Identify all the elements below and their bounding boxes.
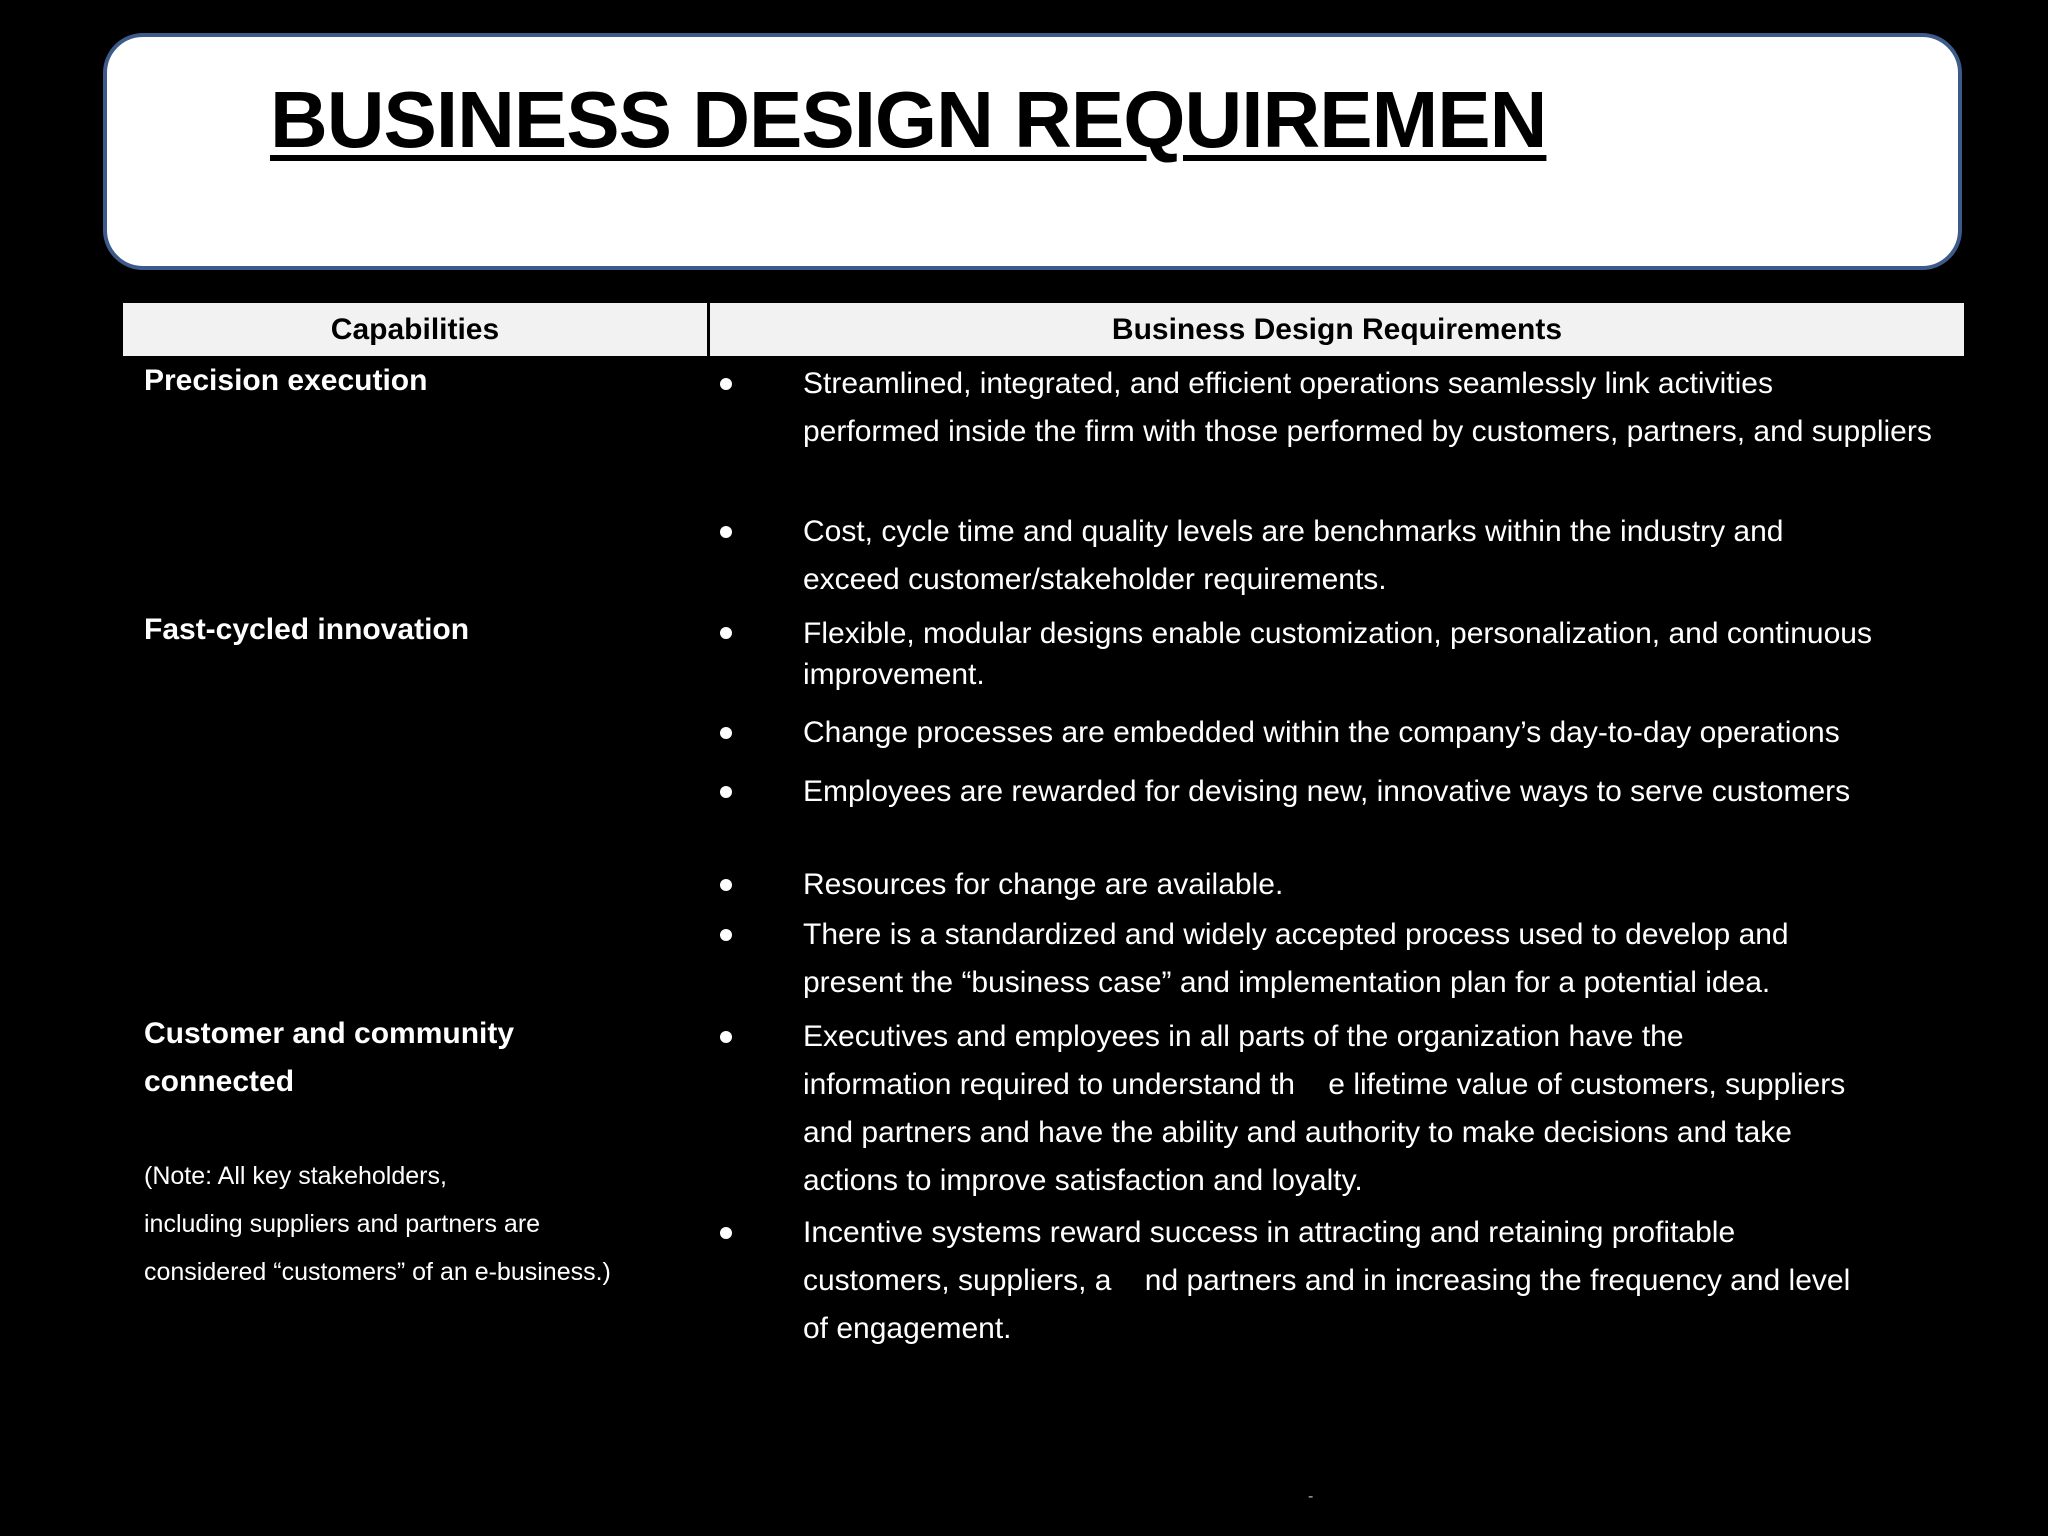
requirement-line: Executives and employees in all parts of the organization have the bbox=[803, 1020, 1684, 1053]
capability-customer-line2: connected bbox=[144, 1065, 295, 1098]
header-requirements: Business Design Requirements bbox=[1111, 313, 1563, 346]
bullet-icon bbox=[720, 786, 732, 798]
note-line3: considered “customers” of an e-business.) bbox=[144, 1258, 611, 1286]
requirement-line: Streamlined, integrated, and efficient operations seamlessly link activities bbox=[803, 367, 1773, 400]
bullet-icon bbox=[720, 929, 732, 941]
bullet-icon bbox=[720, 378, 732, 390]
bullet-icon bbox=[720, 1031, 732, 1043]
bullet-icon bbox=[720, 526, 732, 538]
capability-customer-line1: Customer and community bbox=[144, 1017, 515, 1050]
requirement-line: exceed customer/stakeholder requirements. bbox=[803, 563, 1387, 596]
table-header bbox=[123, 303, 1964, 356]
capability-note bbox=[144, 1152, 611, 1296]
requirement-line: Change processes are embedded within the company’s day-to-day operations bbox=[803, 716, 1840, 749]
requirement-line: improvement. bbox=[803, 658, 985, 691]
requirement-line: and partners and have the ability and authority to make decisions and take bbox=[803, 1116, 1792, 1149]
requirement-line: performed inside the firm with those performed by customers, partners, and suppliers bbox=[803, 415, 1932, 448]
bullet-icon bbox=[720, 627, 732, 639]
requirement-line: Cost, cycle time and quality levels are benchmarks within the industry and bbox=[803, 515, 1784, 548]
requirement-line: Flexible, modular designs enable customization, personalization, and continuous bbox=[803, 617, 1872, 650]
requirement-line: information required to understand th e lifetime value of customers, suppliers bbox=[803, 1068, 1846, 1101]
slide-title: BUSINESS DESIGN REQUIREMEN bbox=[270, 75, 1547, 164]
requirement-line: There is a standardized and widely accepted process used to develop and bbox=[803, 918, 1789, 951]
header-capabilities: Capabilities bbox=[330, 313, 500, 346]
requirement-line: present the “business case” and implementation plan for a potential idea. bbox=[803, 966, 1771, 999]
requirement-line: Employees are rewarded for devising new, innovative ways to serve customers bbox=[803, 775, 1851, 808]
requirement-line: of engagement. bbox=[803, 1312, 1012, 1345]
note-line2: including suppliers and partners are bbox=[144, 1210, 541, 1238]
bullet-icon bbox=[720, 1227, 732, 1239]
requirement-line: Resources for change are available. bbox=[803, 868, 1284, 901]
requirement-line: actions to improve satisfaction and loyalty. bbox=[803, 1164, 1363, 1197]
requirement-line: customers, suppliers, a nd partners and in increasing the frequency and level bbox=[803, 1264, 1851, 1297]
capability-customer-community bbox=[144, 1010, 514, 1106]
bullet-icon bbox=[720, 879, 732, 891]
note-line1: (Note: All key stakeholders, bbox=[144, 1162, 447, 1190]
capability-fast-cycled-innovation: Fast-cycled innovation bbox=[144, 613, 470, 646]
requirement-line: Incentive systems reward success in attracting and retaining profitable bbox=[803, 1216, 1736, 1249]
footer-mark: - bbox=[1308, 1488, 1314, 1505]
bullet-icon bbox=[720, 727, 732, 739]
capability-precision-execution: Precision execution bbox=[144, 364, 428, 397]
